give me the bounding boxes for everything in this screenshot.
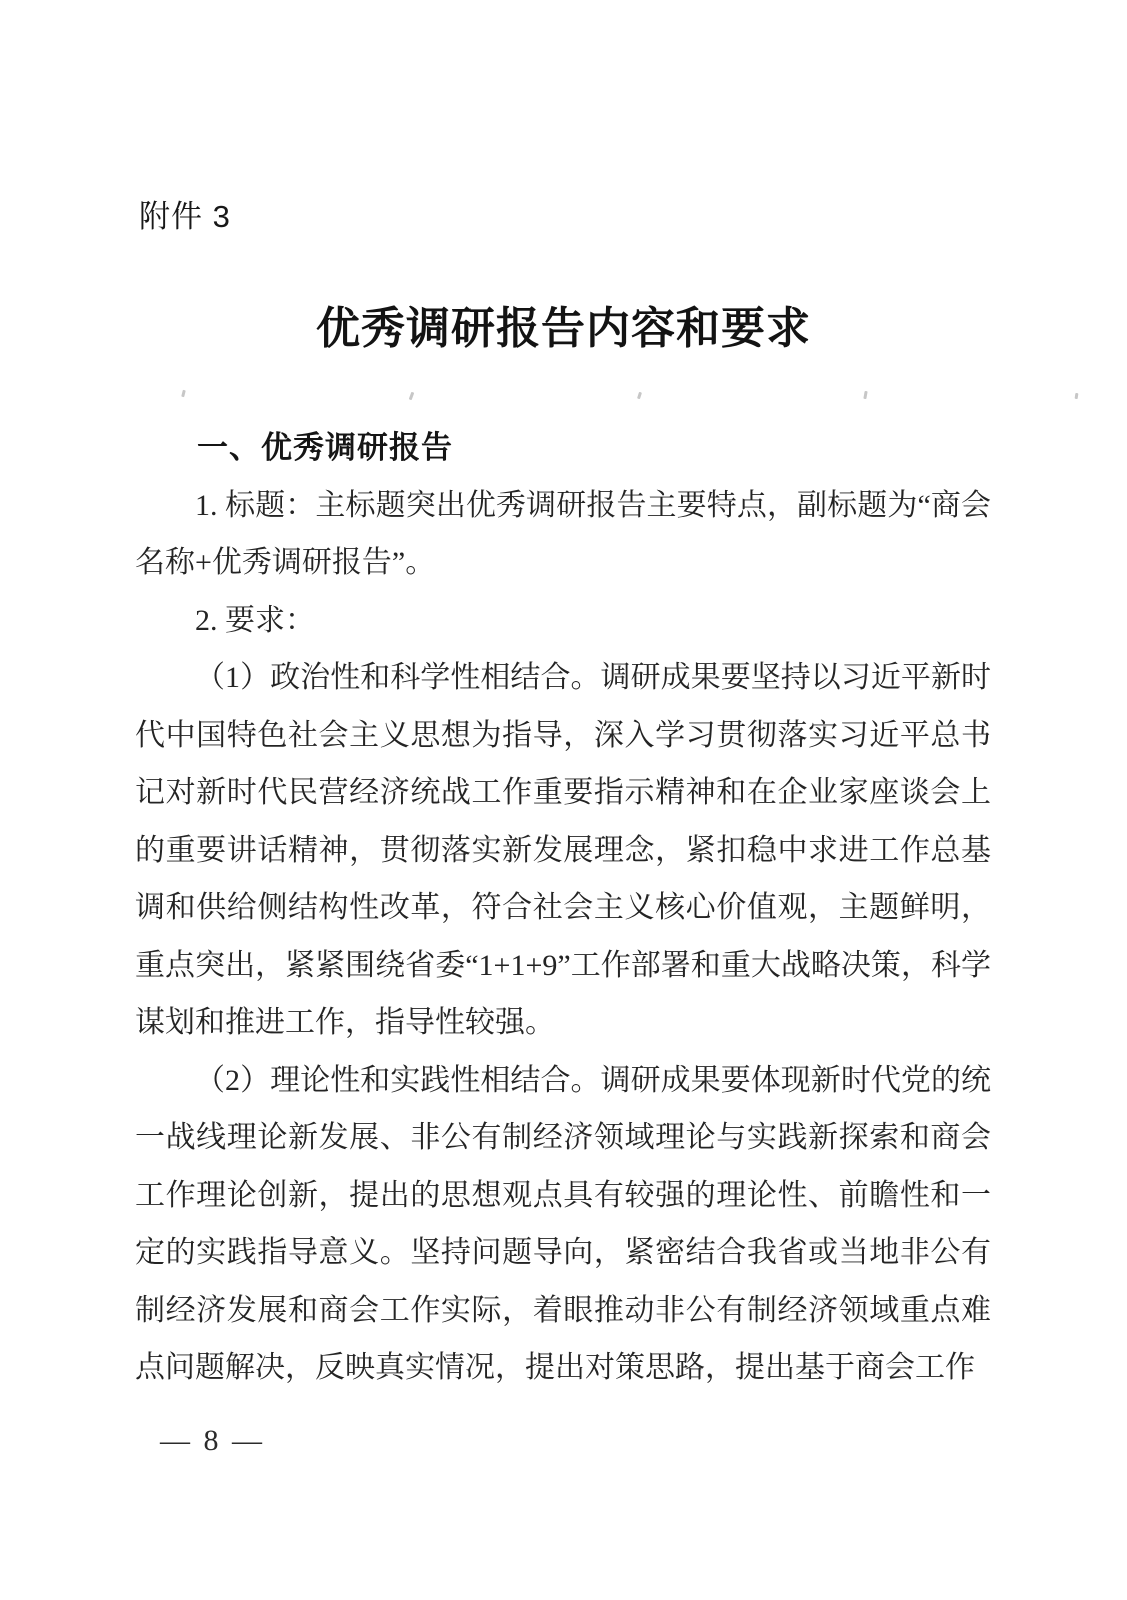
scan-artifact-speck [409,392,415,401]
document-title: 优秀调研报告内容和要求 [316,304,811,353]
attachment-label: 附件 3 [139,199,231,234]
scan-artifact-speck [1075,393,1079,399]
section-heading: 一、优秀调研报告 [197,430,453,465]
document-body [135,419,991,1397]
paragraph-title-rule: 1. 标题：主标题突出优秀调研报告主要特点，副标题为“商会名称+优秀调研报告”。 [135,488,991,579]
scan-artifact-speck [863,391,867,399]
scan-artifact-speck [181,390,186,398]
scan-artifact-speck [637,392,642,400]
paragraph-requirements-label: 2. 要求： [195,603,315,637]
paragraph-requirement-1: （1）政治性和科学性相结合。调研成果要坚持以习近平新时代中国特色社会主义思想为指导，深入学习贯彻落实习近平总书记对新时代民营经济统战工作重要指示精神和在企业家座谈会上的重要讲话精神，贯彻落实新发展理念，紧扣稳中求进工作总基调和供给侧结构性改革，符合社会主义核心价值观，主题鲜明，重点突出，紧紧围绕省委“1+1+9”工作部署和重大战略决策，科学谋划和推进工作，指导性较强。 [135,661,991,1039]
page-number: — 8 — [160,1424,265,1457]
paragraph-requirement-2: （2）理论性和实践性相结合。调研成果要体现新时代党的统一战线理论新发展、非公有制经济领域理论与实践新探索和商会工作理论创新，提出的思想观点具有较强的理论性、前瞻性和一定的实践指导意义。坚持问题导向，紧密结合我省或当地非公有制经济发展和商会工作实际，着眼推动非公有制经济领域重点难点问题解决，反映真实情况，提出对策思路，提出基于商会工作 [135,1063,991,1384]
